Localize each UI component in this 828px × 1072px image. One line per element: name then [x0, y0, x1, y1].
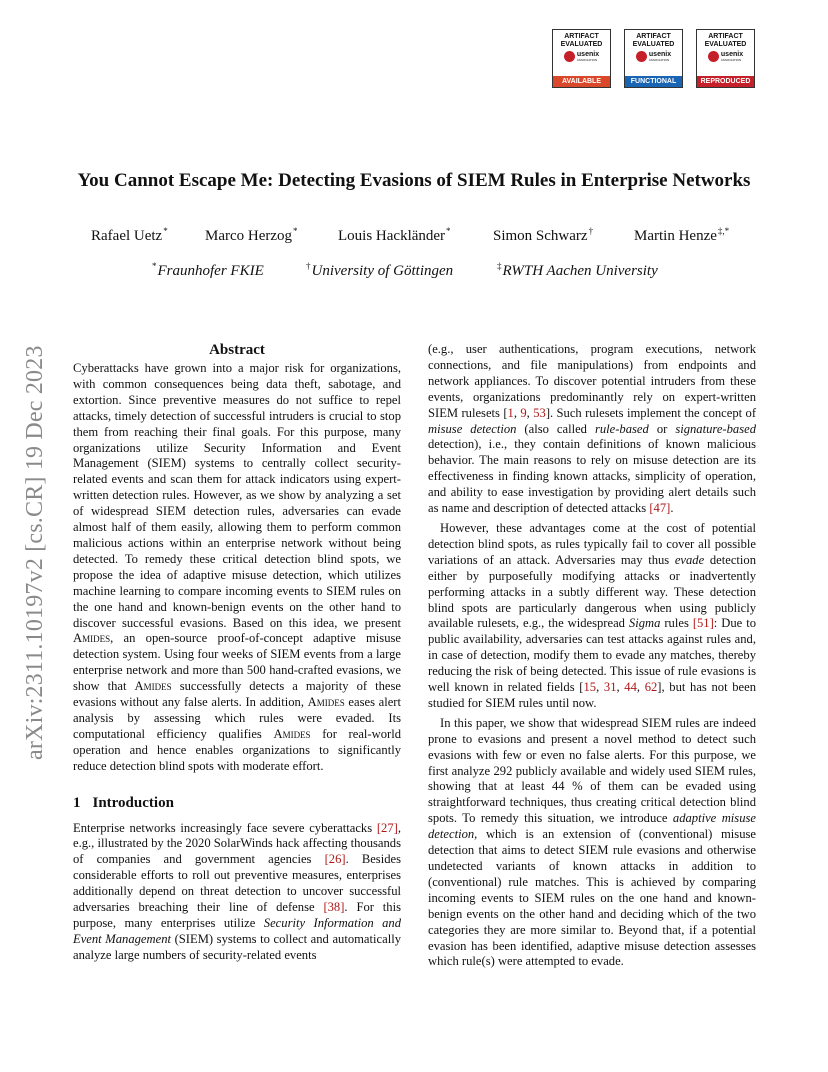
usenix-logo: usenix ASSOCIATION	[564, 51, 599, 62]
emphasis: rule-based	[594, 421, 649, 436]
citation-link[interactable]: 53	[533, 405, 546, 420]
citation-link[interactable]: [26]	[324, 852, 346, 867]
citation-link[interactable]: [51]	[692, 616, 714, 631]
paper-title: You Cannot Escape Me: Detecting Evasions of SIEM Rules in Enterprise Networks	[77, 170, 751, 191]
left-column	[73, 342, 401, 964]
artifact-badges	[552, 29, 755, 88]
intro-paragraph-1: Enterprise networks increasingly face severe cyberattacks [27], e.g., illustrated by the 2020 SolarWinds hack affecting thousands of companies and government agencies [26]. Besides considerable efforts to roll out preventive measures, enterprises additionally depend on threat detection to uncover successful adversaries breaching their line of defense [38]. For this purpose, many enterprises utilize Security Information and Event Management (SIEM) systems to collect and automatically analyze large numbers of security-related events	[73, 820, 402, 962]
text-run: ]. Such rulesets implement the concept of	[545, 405, 757, 420]
text-run: (also called	[516, 421, 595, 436]
intro-paragraph-2: However, these advantages come at the cost of potential detection blind spots, as rules typically fail to cover all possible variations of an attack. Adversaries may thus evade detection either by purposefully modifying attacks or inadvertently performing attacks in a subtly different way. These detection blind spots are particularly dangerous when using publicly available rulesets, e.g., the widespread Sigma rules [51]: Due to public availability, adversaries can test attacks against rules and, in case of detection, modify them to evade any matches, thereby reducing the risk of being detected. This issue of rule evasions is well known in related fields [15, 31, 44, 62], but has not been studied for SIEM rules until now.	[428, 520, 757, 710]
citation-link[interactable]: [38]	[323, 900, 345, 915]
badge-available	[552, 29, 611, 88]
text-run: ,	[513, 405, 521, 420]
badge-label: ARTIFACT EVALUATED	[704, 33, 747, 48]
abstract-heading: Abstract	[209, 342, 265, 358]
citation-link[interactable]: 9	[520, 405, 527, 420]
author: Marco Herzog*	[205, 226, 298, 244]
author: Rafael Uetz*	[91, 226, 168, 244]
intro-paragraph-3: In this paper, we show that widespread SIEM rules are indeed prone to evasions and present a novel method to detect such evasions with few or even no false alerts. For this purpose, we first analyze 292 publicly available and widely used SIEM rules, showing that at least 44 % of them can be evaded using straightforward techniques, thus creating critical detection blind spots. To remedy this situation, we introduce adaptive misuse detection, which is an extension of (conventional) misuse detection that aims to detect SIEM rule evasions and otherwise undetected variants of known attacks in addition to (conventional) rule matches. This is achieved by comparing incoming events to SIEM rules on the one hand and known-benign events on the other hand and deciding which of the two categories they are more similar to. Beyond that, if a potential evasion has been identified, adaptive misuse detection assesses which rule(s) were attempted to evade.	[428, 715, 756, 969]
affiliation: *Fraunhofer FKIE	[152, 261, 264, 279]
text-run: ,	[526, 405, 534, 420]
badge-status: REPRODUCED	[697, 76, 754, 87]
affiliation: †University of Göttingen	[306, 261, 454, 279]
usenix-logo: usenix ASSOCIATION	[708, 51, 743, 62]
intro-paragraph-1-continued	[428, 342, 756, 517]
text-run: (e.g., user authentications, program executions, network connections, and file manipulations) from endpoints and network appliances. To discover potential intruders from these events, organizations predominantly rely on expert-written SIEM rulesets [	[428, 342, 756, 420]
author: Simon Schwarz†	[493, 226, 594, 244]
emphasis: misuse detection	[428, 421, 517, 436]
section-heading-introduction: 1 Introduction	[73, 794, 174, 811]
badge-reproduced	[696, 29, 755, 88]
citation-link[interactable]: [27]	[376, 820, 398, 835]
badge-label: ARTIFACT EVALUATED	[632, 33, 675, 48]
citation-link[interactable]: 44	[624, 680, 637, 695]
text-run: detection), i.e., they contain definitions of known malicious behavior. The main reasons to rely on misuse detection are its effectiveness in finding known attacks, simplicity of operation, and ability to ease investigation by providing alert details such as name and description of detected attacks	[428, 437, 756, 516]
citation-link[interactable]: 1	[507, 405, 514, 420]
abstract-text: Cyberattacks have grown into a major risk for organizations, with common consequences being data theft, sabotage, and extortion. Since preventive measures do not suffice to repel attacks, timely detection of successful intruders is crucial to stop them from reaching their final goals. For this purpose, many organizations utilize Security Information and Event Management (SIEM) systems to centrally collect security-related events and scan them for attack indicators using expert-written detection rules. However, as we show by analyzing a set of widespread SIEM detection rules, adversaries can evade almost half of them easily, allowing them to perform common malicious actions within an enterprise network without being detected. To remedy these critical detection blind spots, we propose the idea of adaptive misuse detection, which utilizes machine learning to compare incoming events to SIEM rules on the one hand and known-benign events on the other hand to discover successful evasions. Based on this idea, we present Amides, an open-source proof-of-concept adaptive misuse detection system. Using four weeks of SIEM events from a large enterprise network and more than 500 hand-crafted evasions, we show that Amides successfully detects a majority of these evasions without any false alerts. In addition, Amides eases alert analysis by assessing which rules were evaded. Its computational efficiency qualifies Amides for real-world operation and hence enables organizations to significantly reduce detection blind spots with moderate effort.	[73, 361, 402, 773]
badge-status: FUNCTIONAL	[625, 76, 682, 87]
citation-link[interactable]: 15	[583, 680, 597, 695]
author: Martin Henze‡,*	[634, 226, 730, 244]
badge-functional	[624, 29, 683, 88]
usenix-logo: usenix ASSOCIATION	[636, 51, 671, 62]
affiliation: ‡RWTH Aachen University	[497, 261, 658, 279]
citation-link[interactable]: [47]	[649, 501, 671, 516]
arxiv-identifier[interactable]: arXiv:2311.10197v2 [cs.CR] 19 Dec 2023	[22, 345, 48, 760]
emphasis: signature-based	[675, 421, 756, 436]
badge-status: AVAILABLE	[553, 76, 610, 87]
text-run: or	[648, 421, 676, 436]
text-run: .	[670, 501, 674, 516]
badge-label: ARTIFACT EVALUATED	[560, 33, 603, 48]
citation-link[interactable]: 31	[603, 680, 617, 695]
citation-link[interactable]: 62	[644, 680, 658, 695]
right-column	[428, 342, 756, 970]
author-list	[91, 226, 751, 250]
author: Louis Hackländer*	[338, 226, 451, 244]
